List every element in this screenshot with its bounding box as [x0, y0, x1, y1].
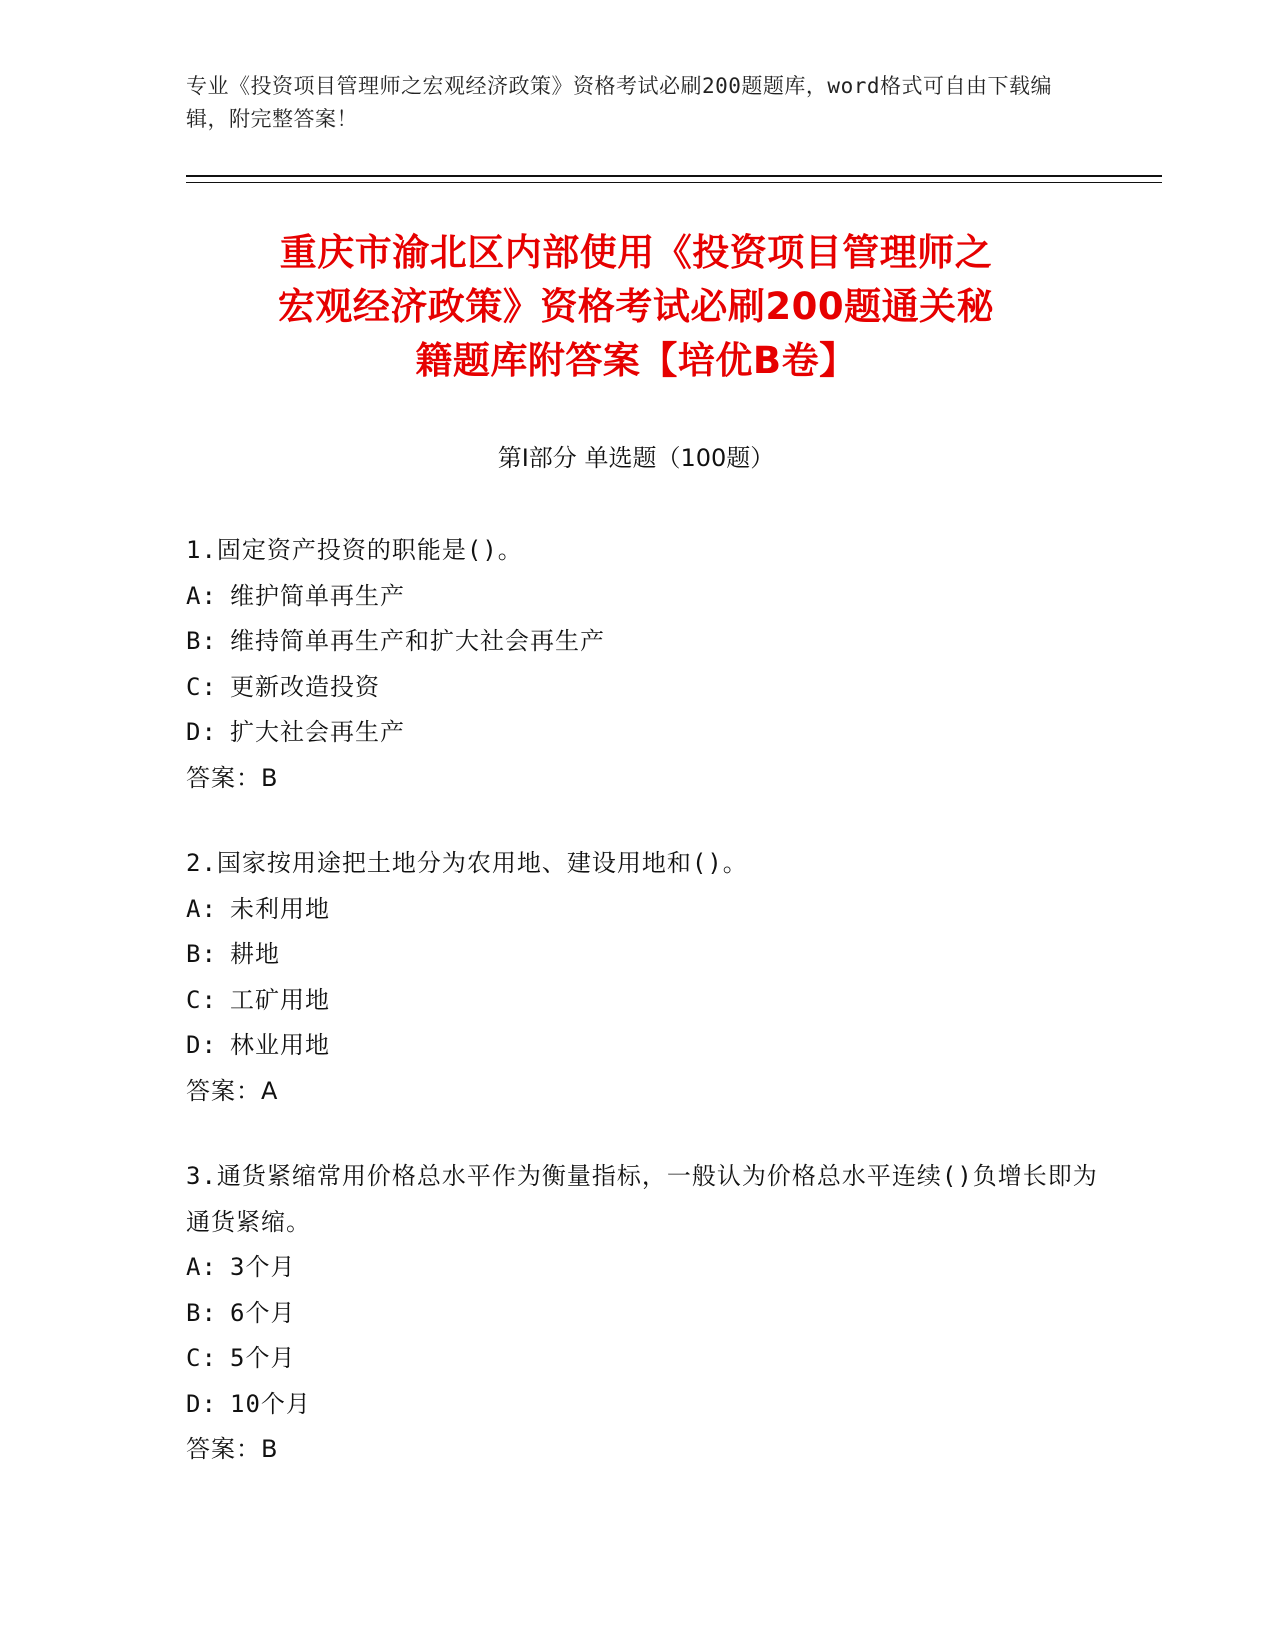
option-b	[186, 932, 1106, 978]
option-a	[186, 574, 1106, 620]
question-list	[186, 528, 1106, 1513]
title-line: 籍题库附答案【培优B卷】	[415, 339, 857, 382]
option-text: 扩大社会再生产	[230, 718, 405, 746]
option-a	[186, 1245, 1106, 1291]
option-text: 林业用地	[230, 1031, 330, 1059]
option-text: 耕地	[230, 940, 280, 968]
question-3	[186, 1154, 1106, 1473]
answer-line: 答案：B	[186, 763, 279, 792]
option-c	[186, 1336, 1106, 1382]
option-text: 维持简单再生产和扩大社会再生产	[230, 627, 605, 655]
option-b	[186, 1291, 1106, 1337]
option-letter: A:	[186, 581, 217, 610]
option-d	[186, 1023, 1106, 1069]
option-letter: D:	[186, 718, 217, 746]
header-rule-thin	[186, 182, 1162, 183]
title-line: 宏观经济政策》资格考试必刷200题通关秘	[277, 285, 995, 328]
option-letter: B:	[186, 627, 217, 655]
question-text: 1.固定资产投资的职能是()。	[186, 536, 523, 564]
option-c	[186, 665, 1106, 711]
question-text: 2.国家按用途把土地分为农用地、建设用地和()。	[186, 849, 748, 877]
document-title	[186, 226, 1086, 388]
option-text: 3个月	[230, 1253, 296, 1281]
option-d	[186, 1382, 1106, 1428]
question-1	[186, 528, 1106, 801]
question-text: 3.通货紧缩常用价格总水平作为衡量指标，一般认为价格总水平连续()负增长即为通货紧缩。	[186, 1162, 1098, 1236]
option-letter: B:	[186, 1298, 217, 1327]
section-heading: 第Ⅰ部分 单选题（100题）	[497, 444, 775, 472]
option-text: 6个月	[230, 1298, 296, 1327]
option-text: 10个月	[230, 1389, 311, 1418]
option-letter: C:	[186, 985, 217, 1014]
option-a	[186, 887, 1106, 933]
option-c	[186, 978, 1106, 1024]
document-header: 专业《投资项目管理师之宏观经济政策》资格考试必刷200题题库，word格式可自由下载编辑，附完整答案！	[186, 74, 1052, 131]
option-letter: A:	[186, 1253, 217, 1281]
question-2	[186, 841, 1106, 1114]
option-text: 工矿用地	[230, 985, 330, 1014]
option-b	[186, 619, 1106, 665]
option-letter: C:	[186, 672, 217, 701]
title-line: 重庆市渝北区内部使用《投资项目管理师之	[279, 231, 993, 274]
option-d	[186, 710, 1106, 756]
option-letter: A:	[186, 894, 217, 923]
option-text: 更新改造投资	[230, 672, 380, 701]
answer-line: 答案：A	[186, 1076, 279, 1105]
option-letter: B:	[186, 940, 217, 968]
header-rule-thick	[186, 175, 1162, 177]
option-text: 5个月	[230, 1344, 296, 1372]
option-letter: C:	[186, 1344, 217, 1372]
option-text: 维护简单再生产	[230, 581, 405, 610]
option-text: 未利用地	[230, 894, 330, 923]
option-letter: D:	[186, 1389, 217, 1418]
option-letter: D:	[186, 1031, 217, 1059]
answer-line: 答案：B	[186, 1435, 279, 1463]
